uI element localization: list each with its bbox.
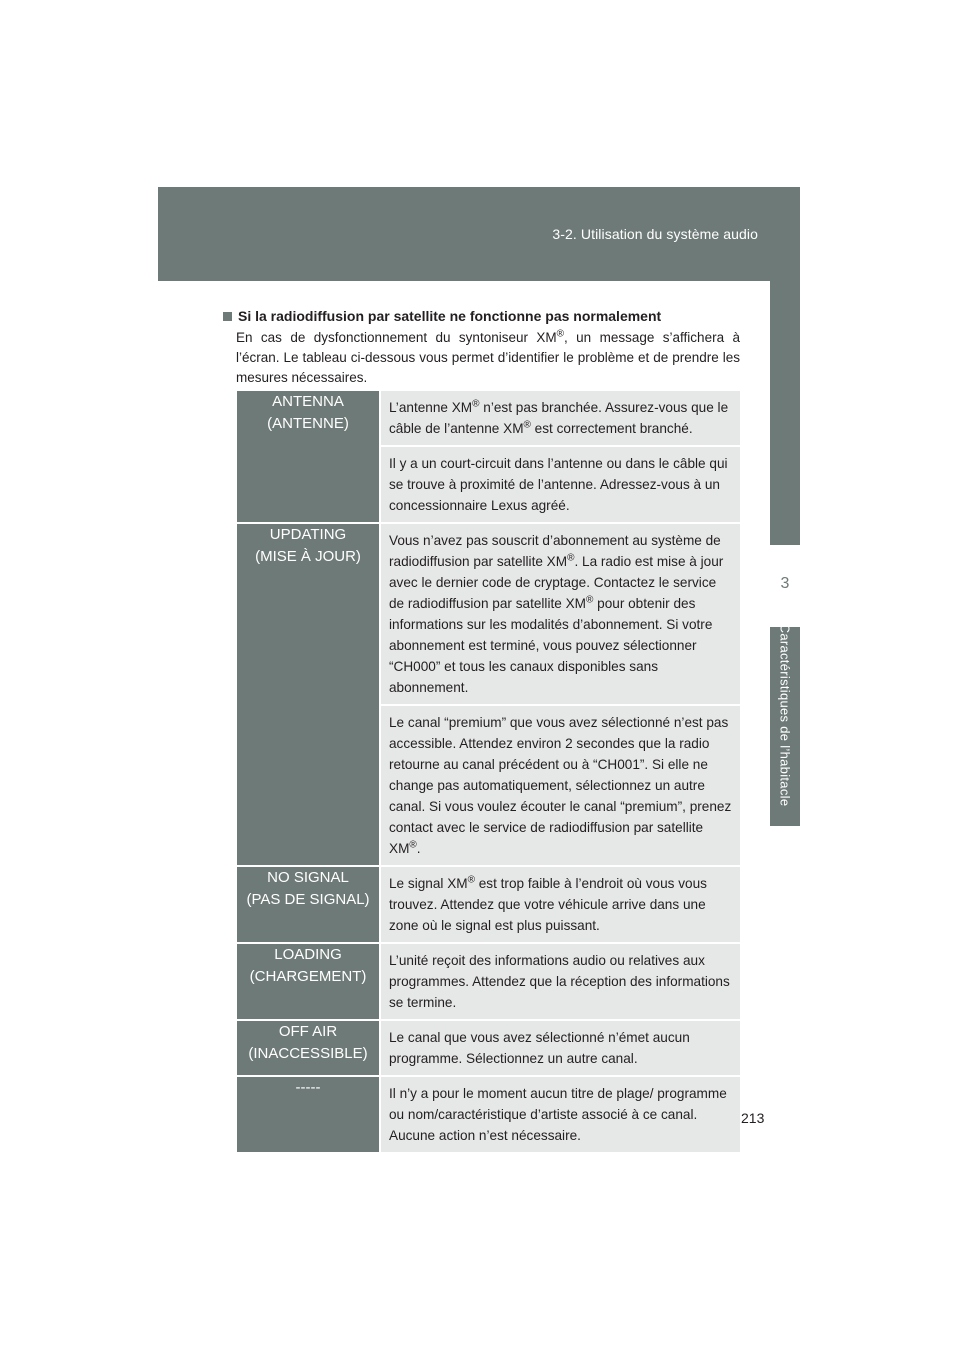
section-intro: En cas de dysfonctionnement du syntoniseur XM®, un message s’affichera à l’écran. Le tableau ci-dessous vous permet d’identifier le problème et de prendre les mesures nécessaires. xyxy=(236,328,740,385)
message-table xyxy=(237,391,740,1154)
table-row xyxy=(237,866,740,943)
chapter-number: 3 xyxy=(780,575,790,592)
message-description: Le canal que vous avez sélectionné n’émet aucun programme. Sélectionnez un autre canal. xyxy=(380,1020,740,1076)
message-description: Vous n’avez pas souscrit d’abonnement au système de radiodiffusion par satellite XM®. La radio est mise à jour avec le dernier code de cryptage. Contactez le service de radiodiffusion par satellite XM® pour obtenir des informations sur les modalités d’abonnement. Si votre abonnement est terminé, vous pouvez sélectionner “CH000” et tous les canaux disponibles sans abonnement. Le canal “premium” que vous avez sélectionné n’est pas accessible. Attendez environ 2 secondes que la radio retourne au canal précédent ou à “CH001”. Si elle ne change pas automatiquement, sélectionnez un autre canal. Si vous voulez écouter le canal “premium”, prenez contact avec le service de radiodiffusion par satellite XM®. xyxy=(380,523,740,866)
table-row xyxy=(237,1020,740,1076)
message-code: OFF AIR (INACCESSIBLE) xyxy=(237,1020,380,1076)
table-row xyxy=(237,1076,740,1153)
message-code: ----- xyxy=(237,1076,380,1153)
section-heading: 3-2. Utilisation du système audio xyxy=(552,226,758,242)
message-description: Le signal XM® est trop faible à l’endroit où vous vous trouvez. Attendez que votre véhicule arrive dans une zone où le signal est plus puissant. xyxy=(380,866,740,943)
table-row xyxy=(237,391,740,523)
message-code: NO SIGNAL (PAS DE SIGNAL) xyxy=(237,866,380,943)
message-code: LOADING (CHARGEMENT) xyxy=(237,943,380,1020)
chapter-title: Caractéristiques de l’habitacle xyxy=(777,623,793,807)
section-title: Si la radiodiffusion par satellite ne fonctionne pas normalement xyxy=(223,308,740,324)
message-code: UPDATING (MISE À JOUR) xyxy=(237,523,380,866)
table-row xyxy=(237,943,740,1020)
section xyxy=(223,308,740,388)
header-bar xyxy=(158,187,800,281)
page-number: 213 xyxy=(741,1110,765,1126)
square-bullet-icon xyxy=(223,312,232,321)
message-code: ANTENNA (ANTENNE) xyxy=(237,391,380,523)
message-description: L’unité reçoit des informations audio ou relatives aux programmes. Attendez que la réception des informations se termine. xyxy=(380,943,740,1020)
message-description: Il n’y a pour le moment aucun titre de plage/ programme ou nom/caractéristique d’artiste associé à ce canal. Aucune action n’est nécessaire. xyxy=(380,1076,740,1153)
message-description: L’antenne XM® n’est pas branchée. Assurez-vous que le câble de l’antenne XM® est correctement branché. Il y a un court-circuit dans l’antenne ou dans le câble qui se trouve à proximité de l’antenne. Adressez-vous à un concessionnaire Lexus agréé. xyxy=(380,391,740,523)
table-row xyxy=(237,523,740,866)
